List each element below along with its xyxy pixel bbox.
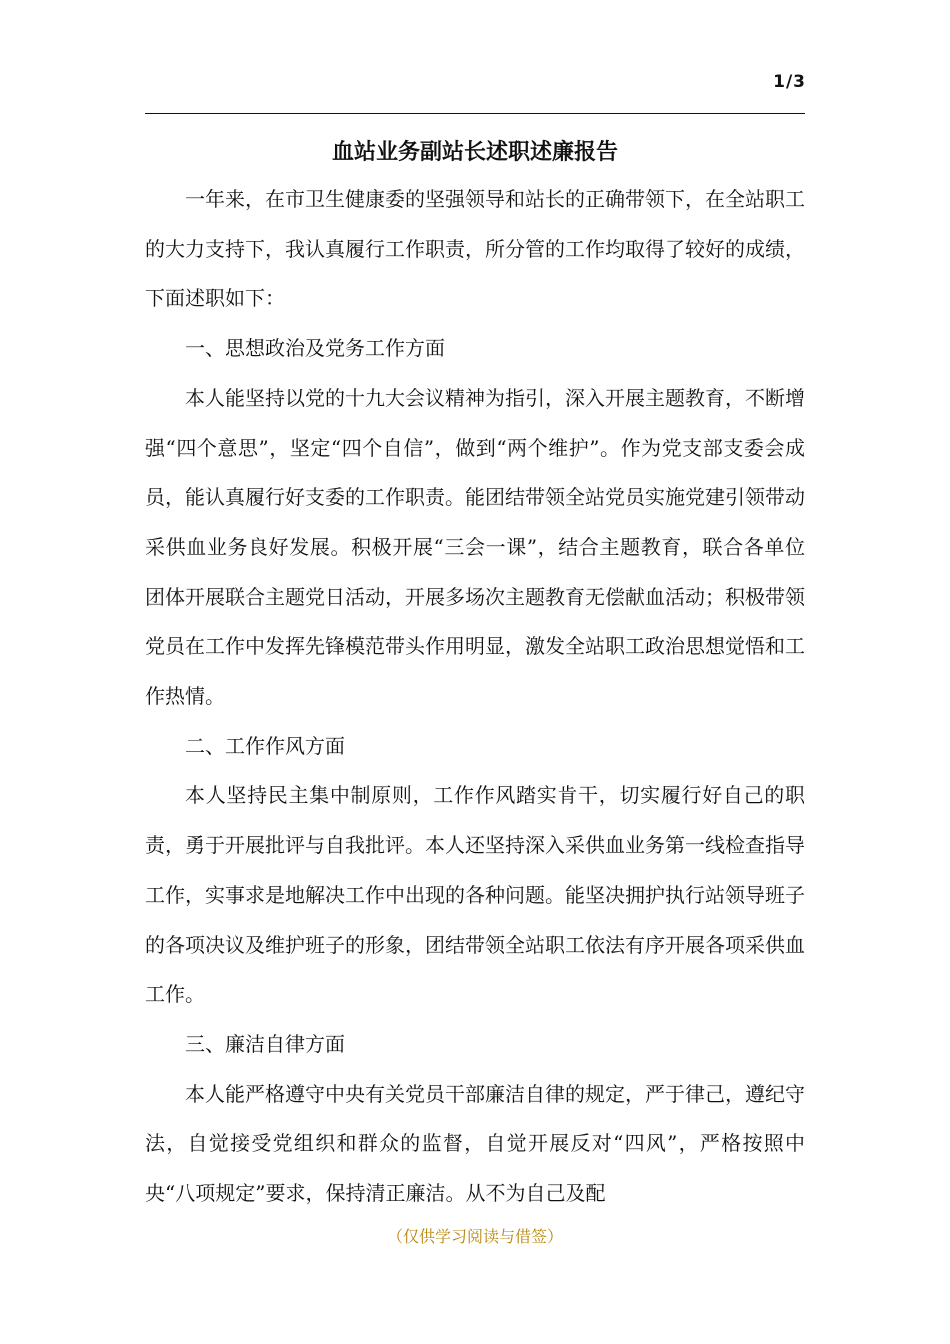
document-body — [145, 175, 805, 1219]
section-heading-political: 一、思想政治及党务工作方面 — [185, 336, 445, 361]
section-heading-integrity: 三、廉洁自律方面 — [185, 1031, 345, 1056]
page-number: 1/3 — [773, 72, 806, 92]
body-paragraph-work-style: 本人坚持民主集中制原则，工作作风踏实肯干，切实履行好自己的职责，勇于开展批评与自我批评。本人还坚持深入采供血业务第一线检查指导工作，实事求是地解决工作中出现的各种问题。能坚决拥护执行站领导班子的各项决议及维护班子的形象，团结带领全站职工依法有序开展各项采供血工作。 — [145, 783, 805, 1007]
intro-paragraph: 一年来，在市卫生健康委的坚强领导和站长的正确带领下，在全站职工的大力支持下，我认真履行工作职责，所分管的工作均取得了较好的成绩，下面述职如下： — [145, 187, 805, 311]
footer-note: （仅供学习阅读与借签） — [386, 1227, 563, 1246]
section-heading-work-style: 二、工作作风方面 — [185, 733, 345, 758]
header-divider — [145, 113, 805, 114]
body-paragraph-political: 本人能坚持以党的十九大会议精神为指引，深入开展主题教育，不断增强“四个意思”，坚定“四个自信”，做到“两个维护”。作为党支部支委会成员，能认真履行好支委的工作职责。能团结带领全站党员实施党建引领带动采供血业务良好发展。积极开展“三会一课”，结合主题教育，联合各单位团体开展联合主题党日活动，开展多场次主题教育无偿献血活动；积极带领党员在工作中发挥先锋模范带头作用明显，激发全站职工政治思想觉悟和工作热情。 — [145, 385, 805, 709]
document-title: 血站业务副站长述职述廉报告 — [331, 139, 618, 165]
body-paragraph-integrity: 本人能严格遵守中央有关党员干部廉洁自律的规定，严于律己，遵纪守法，自觉接受党组织和群众的监督，自觉开展反对“四风”，严格按照中央“八项规定”要求，保持清正廉洁。从不为自己及配 — [145, 1081, 805, 1206]
